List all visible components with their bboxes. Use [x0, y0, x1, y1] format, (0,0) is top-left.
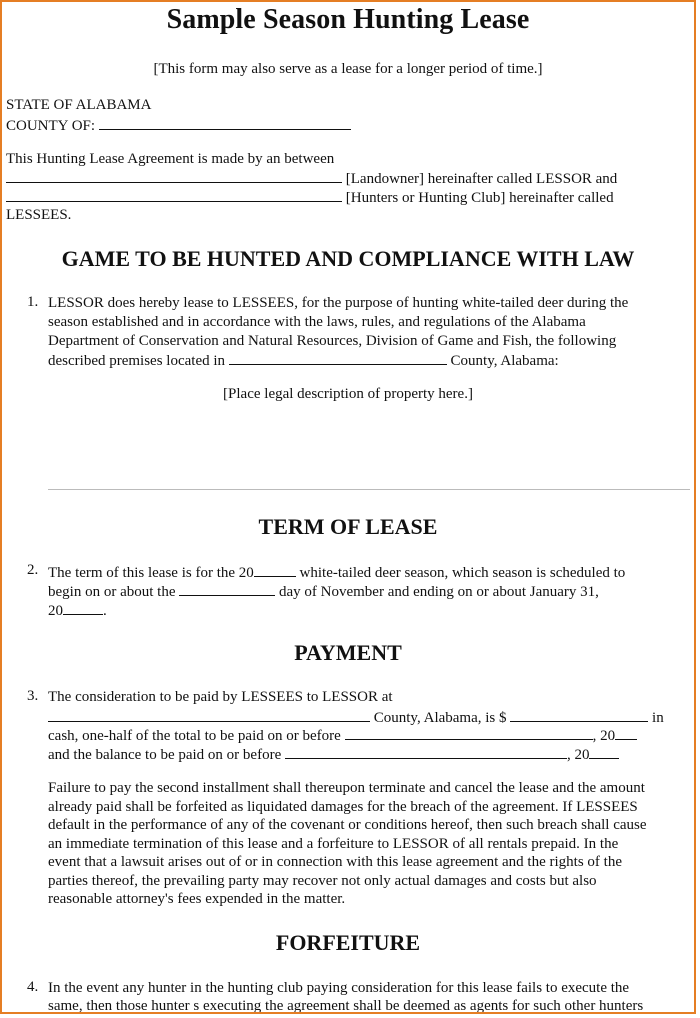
term-line-3 — [48, 600, 107, 621]
heading-payment: PAYMENT — [294, 640, 402, 665]
payment-para-line-2: already paid shall be forfeited as liquidated damages for the breach of the agreement. If LESSEES — [48, 799, 638, 815]
first-installment-year-blank[interactable] — [615, 725, 637, 740]
payment-in-text: in — [652, 710, 664, 726]
payment-para-line-1: Failure to pay the second installment shall thereupon terminate and cancel the lease and the amount — [48, 780, 645, 796]
term-year-label: The term of this lease is for the 20 — [48, 565, 254, 581]
term-end-text: day of November and ending on or about January 31, — [278, 584, 599, 600]
section-divider — [48, 489, 690, 490]
first-installment-text: cash, one-half of the total to be paid on or before — [48, 728, 341, 744]
document-subtitle: [This form may also serve as a lease for a longer period of time.] — [153, 61, 543, 77]
payment-para-line-7: reasonable attorney's fees expended in the matter. — [48, 891, 346, 907]
item-number-2: 2. — [27, 562, 39, 578]
term-begin-label: begin on or about the — [48, 584, 176, 600]
balance-date-blank[interactable] — [285, 744, 567, 759]
term-day-blank[interactable] — [179, 581, 275, 596]
legal-description-placeholder: [Place legal description of property here.] — [223, 386, 473, 402]
item-number-3: 3. — [27, 688, 39, 704]
premises-county-text: County, Alabama: — [450, 353, 559, 369]
landowner-blank[interactable] — [6, 168, 342, 183]
payment-line-1: The consideration to be paid by LESSEES to LESSOR at — [48, 689, 393, 705]
payment-county-text: County, Alabama, is $ — [373, 710, 507, 726]
term-season-text: white-tailed deer season, which season is scheduled to — [299, 565, 626, 581]
term-end-year-label: 20 — [48, 603, 63, 619]
payment-line-3 — [48, 725, 637, 746]
payment-para-line-3: default in the performance of any of the covenant or conditions hereof, then such breach shall cause — [48, 817, 647, 833]
landowner-line — [6, 168, 617, 189]
county-blank[interactable] — [99, 115, 351, 130]
payment-county-blank[interactable] — [48, 707, 370, 722]
term-line-2 — [48, 581, 599, 602]
game-line-2: season established and in accordance with the laws, rules, and regulations of the Alabama — [48, 314, 586, 330]
county-line — [6, 115, 351, 136]
heading-game: GAME TO BE HUNTED AND COMPLIANCE WITH LAW — [61, 246, 635, 271]
state-line: STATE OF ALABAMA — [6, 97, 152, 113]
hunters-text: [Hunters or Hunting Club] hereinafter called — [345, 190, 614, 206]
game-line-3: Department of Conservation and Natural Resources, Division of Game and Fish, the following — [48, 333, 617, 349]
lessees-line: LESSEES. — [6, 207, 72, 223]
item-number-4: 4. — [27, 979, 39, 995]
payment-para-line-5: event that a lawsuit arises out of or in connection with this lease agreement and the rights of the — [48, 854, 622, 870]
intro-line: This Hunting Lease Agreement is made by an between — [6, 151, 335, 167]
first-installment-year-label: , 20 — [592, 728, 616, 744]
heading-forfeiture: FORFEITURE — [275, 930, 421, 955]
hunters-blank[interactable] — [6, 187, 342, 202]
county-label: COUNTY OF: — [6, 118, 96, 134]
payment-para-line-4: an immediate termination of this lease and a forfeiture to LESSOR of all rentals prepaid. In the — [48, 836, 619, 852]
heading-term: TERM OF LEASE — [258, 514, 438, 539]
item-number-1: 1. — [27, 294, 39, 310]
term-period: . — [103, 603, 107, 619]
term-year-blank[interactable] — [254, 562, 296, 577]
forfeiture-line-2: same, then those hunter s executing the agreement shall be deemed as agents for such other hunters — [48, 998, 644, 1014]
first-installment-date-blank[interactable] — [345, 725, 593, 740]
term-end-year-blank[interactable] — [63, 600, 103, 615]
balance-text: and the balance to be paid on or before — [48, 747, 282, 763]
landowner-text: [Landowner] hereinafter called LESSOR and — [345, 171, 618, 187]
game-line-1: LESSOR does hereby lease to LESSEES, for the purpose of hunting white-tailed deer during the — [48, 295, 629, 311]
balance-year-label: , 20 — [566, 747, 590, 763]
payment-para-line-6: parties thereof, the prevailing party may recover not only actual damages and costs but also — [48, 873, 597, 889]
game-line-4 — [48, 350, 559, 371]
premises-label: described premises located in — [48, 353, 226, 369]
payment-amount-blank[interactable] — [510, 707, 648, 722]
term-line-1 — [48, 562, 625, 583]
balance-year-blank[interactable] — [589, 744, 619, 759]
hunters-line — [6, 187, 614, 208]
payment-line-4 — [48, 744, 619, 765]
premises-county-blank[interactable] — [229, 350, 447, 365]
forfeiture-line-1: In the event any hunter in the hunting club paying consideration for this lease fails to execute the — [48, 980, 630, 996]
document-title: Sample Season Hunting Lease — [166, 4, 530, 35]
